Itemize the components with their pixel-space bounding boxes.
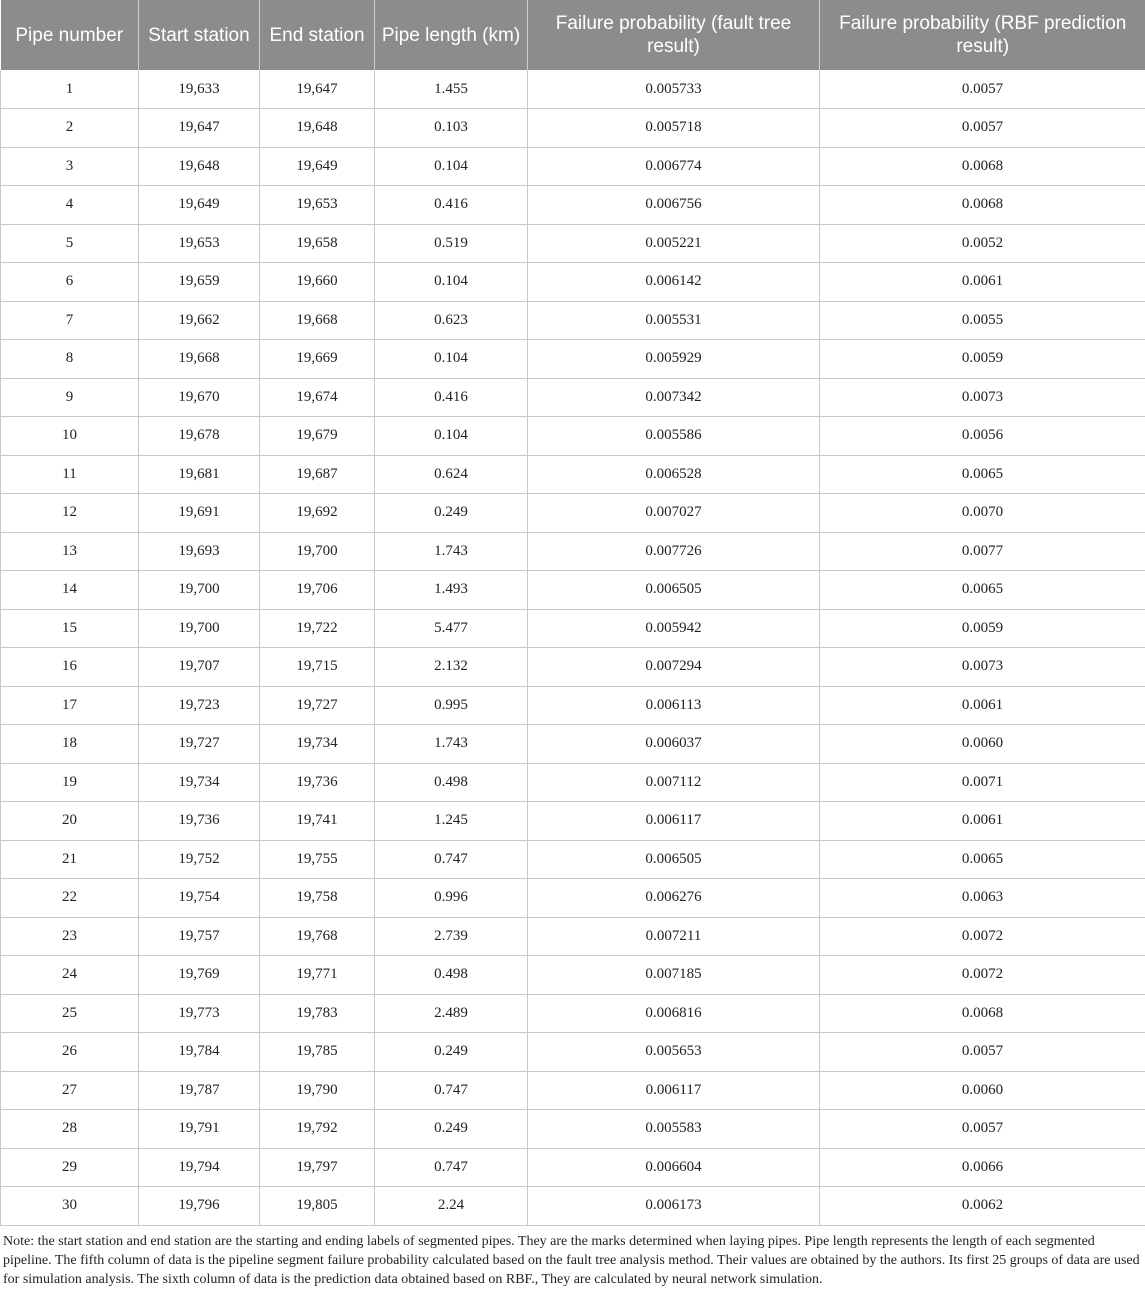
cell-fault-tree-probability: 0.006505 bbox=[528, 571, 820, 610]
cell-fault-tree-probability: 0.006117 bbox=[528, 802, 820, 841]
cell-pipe-number: 8 bbox=[1, 340, 139, 379]
cell-end-station: 19,669 bbox=[260, 340, 375, 379]
cell-rbf-probability: 0.0055 bbox=[820, 301, 1145, 340]
cell-fault-tree-probability: 0.005942 bbox=[528, 609, 820, 648]
cell-pipe-length: 0.416 bbox=[375, 378, 528, 417]
table-row bbox=[1, 1148, 1145, 1187]
cell-start-station: 19,653 bbox=[139, 224, 260, 263]
cell-fault-tree-probability: 0.006756 bbox=[528, 186, 820, 225]
cell-fault-tree-probability: 0.005653 bbox=[528, 1033, 820, 1072]
cell-rbf-probability: 0.0057 bbox=[820, 70, 1145, 109]
cell-pipe-length: 0.519 bbox=[375, 224, 528, 263]
header-end-station: End station bbox=[260, 0, 375, 70]
cell-fault-tree-probability: 0.005586 bbox=[528, 417, 820, 456]
cell-end-station: 19,734 bbox=[260, 725, 375, 764]
cell-pipe-length: 0.103 bbox=[375, 109, 528, 148]
header-rbf-probability: Failure probability (RBF prediction result) bbox=[820, 0, 1145, 70]
cell-rbf-probability: 0.0052 bbox=[820, 224, 1145, 263]
cell-start-station: 19,668 bbox=[139, 340, 260, 379]
cell-pipe-length: 0.995 bbox=[375, 686, 528, 725]
cell-fault-tree-probability: 0.006173 bbox=[528, 1187, 820, 1226]
cell-start-station: 19,659 bbox=[139, 263, 260, 302]
cell-start-station: 19,794 bbox=[139, 1148, 260, 1187]
cell-pipe-number: 18 bbox=[1, 725, 139, 764]
cell-fault-tree-probability: 0.006816 bbox=[528, 994, 820, 1033]
cell-pipe-number: 5 bbox=[1, 224, 139, 263]
cell-start-station: 19,662 bbox=[139, 301, 260, 340]
cell-end-station: 19,797 bbox=[260, 1148, 375, 1187]
table-row bbox=[1, 186, 1145, 225]
cell-pipe-number: 7 bbox=[1, 301, 139, 340]
cell-rbf-probability: 0.0059 bbox=[820, 609, 1145, 648]
cell-rbf-probability: 0.0065 bbox=[820, 571, 1145, 610]
cell-rbf-probability: 0.0071 bbox=[820, 763, 1145, 802]
cell-fault-tree-probability: 0.007342 bbox=[528, 378, 820, 417]
table-row bbox=[1, 917, 1145, 956]
cell-pipe-number: 19 bbox=[1, 763, 139, 802]
cell-pipe-number: 11 bbox=[1, 455, 139, 494]
cell-fault-tree-probability: 0.005221 bbox=[528, 224, 820, 263]
cell-start-station: 19,734 bbox=[139, 763, 260, 802]
table-row bbox=[1, 840, 1145, 879]
cell-pipe-number: 26 bbox=[1, 1033, 139, 1072]
cell-rbf-probability: 0.0073 bbox=[820, 648, 1145, 687]
cell-start-station: 19,752 bbox=[139, 840, 260, 879]
cell-end-station: 19,722 bbox=[260, 609, 375, 648]
cell-pipe-number: 12 bbox=[1, 494, 139, 533]
cell-pipe-length: 0.249 bbox=[375, 1110, 528, 1149]
cell-pipe-length: 2.739 bbox=[375, 917, 528, 956]
cell-rbf-probability: 0.0061 bbox=[820, 802, 1145, 841]
table-row bbox=[1, 802, 1145, 841]
table-row bbox=[1, 532, 1145, 571]
cell-rbf-probability: 0.0056 bbox=[820, 417, 1145, 456]
table-row bbox=[1, 224, 1145, 263]
cell-fault-tree-probability: 0.005733 bbox=[528, 70, 820, 109]
table-row bbox=[1, 571, 1145, 610]
table-row bbox=[1, 70, 1145, 109]
cell-end-station: 19,658 bbox=[260, 224, 375, 263]
cell-start-station: 19,754 bbox=[139, 879, 260, 918]
cell-pipe-number: 2 bbox=[1, 109, 139, 148]
cell-pipe-number: 16 bbox=[1, 648, 139, 687]
cell-pipe-length: 0.249 bbox=[375, 494, 528, 533]
cell-end-station: 19,758 bbox=[260, 879, 375, 918]
table-row bbox=[1, 1187, 1145, 1226]
cell-fault-tree-probability: 0.005531 bbox=[528, 301, 820, 340]
cell-fault-tree-probability: 0.007294 bbox=[528, 648, 820, 687]
cell-end-station: 19,768 bbox=[260, 917, 375, 956]
cell-pipe-number: 27 bbox=[1, 1071, 139, 1110]
cell-fault-tree-probability: 0.006113 bbox=[528, 686, 820, 725]
cell-pipe-number: 24 bbox=[1, 956, 139, 995]
cell-rbf-probability: 0.0068 bbox=[820, 186, 1145, 225]
cell-end-station: 19,660 bbox=[260, 263, 375, 302]
cell-rbf-probability: 0.0072 bbox=[820, 956, 1145, 995]
cell-rbf-probability: 0.0065 bbox=[820, 455, 1145, 494]
cell-pipe-length: 2.489 bbox=[375, 994, 528, 1033]
cell-rbf-probability: 0.0073 bbox=[820, 378, 1145, 417]
cell-pipe-length: 0.104 bbox=[375, 417, 528, 456]
cell-start-station: 19,700 bbox=[139, 609, 260, 648]
cell-pipe-number: 25 bbox=[1, 994, 139, 1033]
cell-pipe-length: 0.624 bbox=[375, 455, 528, 494]
cell-pipe-length: 0.104 bbox=[375, 340, 528, 379]
cell-fault-tree-probability: 0.006037 bbox=[528, 725, 820, 764]
cell-rbf-probability: 0.0070 bbox=[820, 494, 1145, 533]
cell-rbf-probability: 0.0068 bbox=[820, 994, 1145, 1033]
cell-pipe-number: 21 bbox=[1, 840, 139, 879]
cell-pipe-number: 30 bbox=[1, 1187, 139, 1226]
cell-end-station: 19,706 bbox=[260, 571, 375, 610]
header-pipe-length: Pipe length (km) bbox=[375, 0, 528, 70]
cell-rbf-probability: 0.0063 bbox=[820, 879, 1145, 918]
table-row bbox=[1, 1110, 1145, 1149]
cell-end-station: 19,674 bbox=[260, 378, 375, 417]
cell-pipe-length: 5.477 bbox=[375, 609, 528, 648]
cell-rbf-probability: 0.0066 bbox=[820, 1148, 1145, 1187]
cell-fault-tree-probability: 0.007211 bbox=[528, 917, 820, 956]
header-start-station: Start station bbox=[139, 0, 260, 70]
cell-pipe-number: 1 bbox=[1, 70, 139, 109]
table-row bbox=[1, 686, 1145, 725]
cell-pipe-length: 0.249 bbox=[375, 1033, 528, 1072]
cell-end-station: 19,755 bbox=[260, 840, 375, 879]
cell-start-station: 19,681 bbox=[139, 455, 260, 494]
cell-end-station: 19,727 bbox=[260, 686, 375, 725]
table-row bbox=[1, 956, 1145, 995]
header-row bbox=[1, 0, 1145, 70]
cell-start-station: 19,649 bbox=[139, 186, 260, 225]
cell-pipe-number: 29 bbox=[1, 1148, 139, 1187]
cell-end-station: 19,792 bbox=[260, 1110, 375, 1149]
cell-end-station: 19,715 bbox=[260, 648, 375, 687]
cell-rbf-probability: 0.0060 bbox=[820, 1071, 1145, 1110]
cell-rbf-probability: 0.0072 bbox=[820, 917, 1145, 956]
cell-pipe-number: 17 bbox=[1, 686, 139, 725]
cell-start-station: 19,723 bbox=[139, 686, 260, 725]
cell-pipe-number: 9 bbox=[1, 378, 139, 417]
table-header bbox=[1, 0, 1145, 70]
cell-start-station: 19,670 bbox=[139, 378, 260, 417]
header-pipe-number: Pipe number bbox=[1, 0, 139, 70]
cell-end-station: 19,647 bbox=[260, 70, 375, 109]
table-row bbox=[1, 455, 1145, 494]
cell-pipe-number: 14 bbox=[1, 571, 139, 610]
cell-fault-tree-probability: 0.007027 bbox=[528, 494, 820, 533]
cell-pipe-length: 2.132 bbox=[375, 648, 528, 687]
cell-fault-tree-probability: 0.006117 bbox=[528, 1071, 820, 1110]
cell-rbf-probability: 0.0061 bbox=[820, 263, 1145, 302]
table-row bbox=[1, 301, 1145, 340]
cell-end-station: 19,805 bbox=[260, 1187, 375, 1226]
table-note: Note: the start station and end station are the starting and ending labels of segmented pipes. They are the marks determined when laying pipes. Pipe length represents the length of each segmented pipeline. The fifth column of data is the pipeline segment failure probability calculated based on the fault tree analysis method. Their values are obtained by the authors. Its first 25 groups of data are used for simulation analysis. The sixth column of data is the prediction data obtained based on RBF., They are calculated by neural network simulation. bbox=[3, 1234, 1140, 1287]
cell-start-station: 19,757 bbox=[139, 917, 260, 956]
cell-pipe-number: 4 bbox=[1, 186, 139, 225]
cell-end-station: 19,783 bbox=[260, 994, 375, 1033]
cell-start-station: 19,707 bbox=[139, 648, 260, 687]
cell-rbf-probability: 0.0077 bbox=[820, 532, 1145, 571]
cell-pipe-length: 0.416 bbox=[375, 186, 528, 225]
cell-start-station: 19,693 bbox=[139, 532, 260, 571]
cell-end-station: 19,736 bbox=[260, 763, 375, 802]
cell-rbf-probability: 0.0057 bbox=[820, 1033, 1145, 1072]
table-row bbox=[1, 648, 1145, 687]
cell-start-station: 19,773 bbox=[139, 994, 260, 1033]
cell-start-station: 19,691 bbox=[139, 494, 260, 533]
cell-pipe-length: 0.747 bbox=[375, 840, 528, 879]
cell-fault-tree-probability: 0.006142 bbox=[528, 263, 820, 302]
cell-pipe-length: 1.245 bbox=[375, 802, 528, 841]
cell-fault-tree-probability: 0.006774 bbox=[528, 147, 820, 186]
cell-pipe-length: 1.743 bbox=[375, 532, 528, 571]
cell-rbf-probability: 0.0060 bbox=[820, 725, 1145, 764]
table-row bbox=[1, 417, 1145, 456]
cell-end-station: 19,771 bbox=[260, 956, 375, 995]
table-row bbox=[1, 1071, 1145, 1110]
cell-pipe-length: 1.455 bbox=[375, 70, 528, 109]
cell-start-station: 19,769 bbox=[139, 956, 260, 995]
cell-start-station: 19,727 bbox=[139, 725, 260, 764]
cell-end-station: 19,790 bbox=[260, 1071, 375, 1110]
cell-pipe-number: 28 bbox=[1, 1110, 139, 1149]
cell-end-station: 19,653 bbox=[260, 186, 375, 225]
cell-pipe-number: 23 bbox=[1, 917, 139, 956]
header-fault-tree-probability: Failure probability (fault tree result) bbox=[528, 0, 820, 70]
cell-fault-tree-probability: 0.006505 bbox=[528, 840, 820, 879]
cell-start-station: 19,791 bbox=[139, 1110, 260, 1149]
cell-start-station: 19,648 bbox=[139, 147, 260, 186]
cell-fault-tree-probability: 0.007726 bbox=[528, 532, 820, 571]
cell-pipe-number: 6 bbox=[1, 263, 139, 302]
cell-pipe-length: 1.493 bbox=[375, 571, 528, 610]
cell-start-station: 19,736 bbox=[139, 802, 260, 841]
cell-pipe-length: 0.747 bbox=[375, 1071, 528, 1110]
cell-start-station: 19,633 bbox=[139, 70, 260, 109]
cell-end-station: 19,700 bbox=[260, 532, 375, 571]
table-row bbox=[1, 494, 1145, 533]
cell-end-station: 19,649 bbox=[260, 147, 375, 186]
cell-start-station: 19,678 bbox=[139, 417, 260, 456]
cell-fault-tree-probability: 0.006276 bbox=[528, 879, 820, 918]
cell-rbf-probability: 0.0065 bbox=[820, 840, 1145, 879]
cell-fault-tree-probability: 0.005718 bbox=[528, 109, 820, 148]
table-row bbox=[1, 879, 1145, 918]
cell-pipe-number: 13 bbox=[1, 532, 139, 571]
table-row bbox=[1, 609, 1145, 648]
table-row bbox=[1, 147, 1145, 186]
table-row bbox=[1, 1033, 1145, 1072]
cell-pipe-length: 0.623 bbox=[375, 301, 528, 340]
cell-pipe-number: 10 bbox=[1, 417, 139, 456]
cell-pipe-length: 0.498 bbox=[375, 763, 528, 802]
cell-rbf-probability: 0.0057 bbox=[820, 109, 1145, 148]
cell-end-station: 19,648 bbox=[260, 109, 375, 148]
cell-end-station: 19,741 bbox=[260, 802, 375, 841]
cell-pipe-length: 2.24 bbox=[375, 1187, 528, 1226]
cell-fault-tree-probability: 0.005583 bbox=[528, 1110, 820, 1149]
cell-pipe-length: 0.104 bbox=[375, 263, 528, 302]
cell-pipe-length: 0.104 bbox=[375, 147, 528, 186]
cell-pipe-length: 0.498 bbox=[375, 956, 528, 995]
cell-pipe-number: 15 bbox=[1, 609, 139, 648]
cell-pipe-number: 22 bbox=[1, 879, 139, 918]
table-row bbox=[1, 109, 1145, 148]
cell-start-station: 19,787 bbox=[139, 1071, 260, 1110]
cell-end-station: 19,692 bbox=[260, 494, 375, 533]
cell-pipe-length: 1.743 bbox=[375, 725, 528, 764]
cell-start-station: 19,784 bbox=[139, 1033, 260, 1072]
cell-start-station: 19,796 bbox=[139, 1187, 260, 1226]
table-row bbox=[1, 378, 1145, 417]
cell-rbf-probability: 0.0068 bbox=[820, 147, 1145, 186]
cell-fault-tree-probability: 0.006528 bbox=[528, 455, 820, 494]
cell-fault-tree-probability: 0.007112 bbox=[528, 763, 820, 802]
cell-start-station: 19,700 bbox=[139, 571, 260, 610]
table-row bbox=[1, 763, 1145, 802]
cell-fault-tree-probability: 0.005929 bbox=[528, 340, 820, 379]
cell-end-station: 19,785 bbox=[260, 1033, 375, 1072]
cell-rbf-probability: 0.0057 bbox=[820, 1110, 1145, 1149]
cell-pipe-length: 0.747 bbox=[375, 1148, 528, 1187]
cell-pipe-number: 3 bbox=[1, 147, 139, 186]
cell-end-station: 19,687 bbox=[260, 455, 375, 494]
cell-pipe-number: 20 bbox=[1, 802, 139, 841]
cell-end-station: 19,679 bbox=[260, 417, 375, 456]
table-body bbox=[1, 70, 1145, 1225]
cell-fault-tree-probability: 0.007185 bbox=[528, 956, 820, 995]
cell-end-station: 19,668 bbox=[260, 301, 375, 340]
cell-rbf-probability: 0.0059 bbox=[820, 340, 1145, 379]
cell-start-station: 19,647 bbox=[139, 109, 260, 148]
table-row bbox=[1, 994, 1145, 1033]
table-row bbox=[1, 725, 1145, 764]
table-row bbox=[1, 340, 1145, 379]
cell-pipe-length: 0.996 bbox=[375, 879, 528, 918]
cell-rbf-probability: 0.0061 bbox=[820, 686, 1145, 725]
cell-rbf-probability: 0.0062 bbox=[820, 1187, 1145, 1226]
table-row bbox=[1, 263, 1145, 302]
cell-fault-tree-probability: 0.006604 bbox=[528, 1148, 820, 1187]
